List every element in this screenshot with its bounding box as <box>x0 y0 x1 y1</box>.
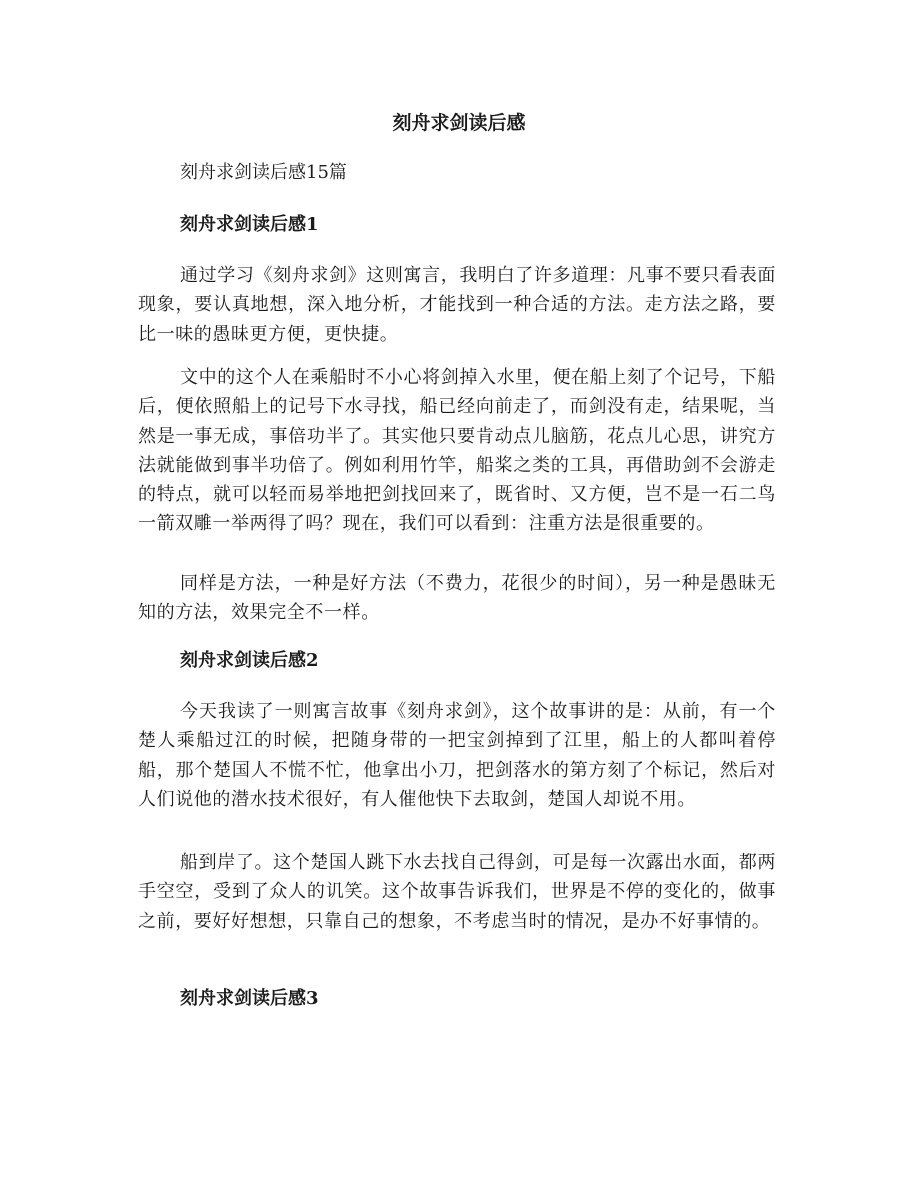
document-title: 刻舟求剑读后感 <box>392 112 526 134</box>
paragraph: 同样是方法，一种是好方法（不费力，花很少的时间），另一种是愚昧无知的方法，效果完全不一样。 <box>138 573 776 624</box>
section-heading-1: 刻舟求剑读后感1 <box>180 214 319 235</box>
paragraph: 今天我读了一则寓言故事《刻舟求剑》，这个故事讲的是：从前，有一个楚人乘船过江的时候，把随身带的一把宝剑掉到了江里，船上的人都叫着停船，那个楚国人不慌不忙，他拿出小刀，把剑落水的第方刻了个标记，然后对人们说他的潜水技术很好，有人催他快下去取剑，楚国人却说不用。 <box>138 701 776 810</box>
section-heading-2: 刻舟求剑读后感2 <box>180 650 319 671</box>
paragraph: 船到岸了。这个楚国人跳下水去找自己得剑，可是每一次露出水面，都两手空空，受到了众人的讥笑。这个故事告诉我们，世界是不停的变化的，做事之前，要好好想想，只靠自己的想象，不考虑当时的情况，是办不好事情的。 <box>138 852 776 932</box>
paragraph: 文中的这个人在乘船时不小心将剑掉入水里，便在船上刻了个记号，下船后，便依照船上的记号下水寻找，船已经向前走了，而剑没有走，结果呢，当然是一事无成，事倍功半了。其实他只要肯动点儿脑筋，花点儿心思，讲究方法就能做到事半功倍了。例如利用竹竿，船桨之类的工具，再借助剑不会游走的特点，就可以轻而易举地把剑找回来了，既省时、又方便，岂不是一石二鸟一箭双雕一举两得了吗？现在，我们可以看到：注重方法是很重要的。 <box>138 367 776 535</box>
section-heading-3: 刻舟求剑读后感3 <box>180 988 319 1009</box>
document-subtitle: 刻舟求剑读后感15篇 <box>180 162 347 183</box>
paragraph: 通过学习《刻舟求剑》这则寓言，我明白了许多道理：凡事不要只看表面现象，要认真地想，深入地分析，才能找到一种合适的方法。走方法之路，要比一味的愚昧更方便，更快捷。 <box>138 265 776 345</box>
